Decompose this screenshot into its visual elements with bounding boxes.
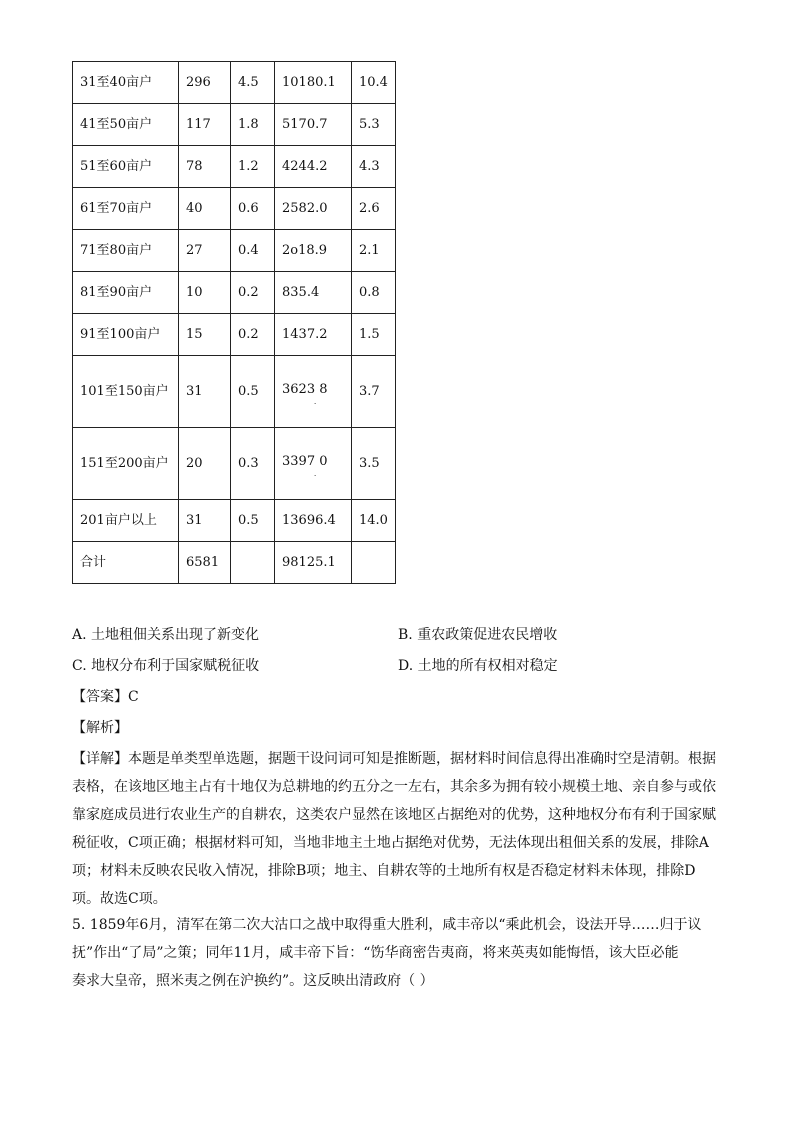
- table-cell: 5.3: [352, 104, 396, 146]
- cell-value: 3397 0: [282, 453, 328, 469]
- table-cell: 0.5: [231, 500, 275, 542]
- detail-line: 项。故选C项。: [72, 891, 167, 907]
- table-cell: 71至80亩户: [73, 230, 179, 272]
- option-c[interactable]: C. 地权分布利于国家赋税征收: [72, 658, 260, 674]
- detail-line: 项；材料未反映农民收入情况，排除B项；地主、自耕农等的土地所有权是否稳定材料未体现，排除D: [72, 863, 696, 879]
- table-cell: 41至50亩户: [73, 104, 179, 146]
- table-cell: 10.4: [352, 62, 396, 104]
- table-cell: 101至150亩户: [73, 356, 179, 428]
- detail-paragraph: [72, 745, 722, 913]
- table-row: [73, 62, 396, 104]
- table-row: [73, 356, 396, 428]
- table-cell: 40: [179, 188, 231, 230]
- table-cell: 0.3: [231, 428, 275, 500]
- table-cell: 4244.2: [275, 146, 352, 188]
- table-cell: 20: [179, 428, 231, 500]
- question-line: 5. 1859年6月，清军在第二次大沽口之战中取得重大胜利，咸丰帝以“乘此机会，设法开导……归于议: [72, 917, 702, 933]
- table-cell: 117: [179, 104, 231, 146]
- table-cell: [352, 542, 396, 584]
- table-row: [73, 500, 396, 542]
- table-cell: 27: [179, 230, 231, 272]
- table-cell: 835.4: [275, 272, 352, 314]
- table-cell: 0.8: [352, 272, 396, 314]
- stray-mark: ·: [314, 399, 317, 408]
- question-line: 奏求大皇帝，照米夷之例在沪换约”。这反映出清政府（ ）: [72, 973, 434, 989]
- table-cell: 15: [179, 314, 231, 356]
- table-cell: 296: [179, 62, 231, 104]
- table-cell: 4.3: [352, 146, 396, 188]
- table-cell: 31: [179, 356, 231, 428]
- table-cell: 2o18.9: [275, 230, 352, 272]
- table-cell: 61至70亩户: [73, 188, 179, 230]
- table-cell: 合计: [73, 542, 179, 584]
- analysis-heading: 【解析】: [72, 720, 128, 736]
- table-cell: 201亩户以上: [73, 500, 179, 542]
- table-cell: 98125.1: [275, 542, 352, 584]
- option-d[interactable]: D. 土地的所有权相对稳定: [398, 658, 558, 674]
- table-cell: 13696.4: [275, 500, 352, 542]
- table-row: [73, 188, 396, 230]
- table-cell: 3.5: [352, 428, 396, 500]
- table-cell: 6581: [179, 542, 231, 584]
- table-cell: [231, 542, 275, 584]
- detail-line: 【详解】本题是单类型单选题，据题干设问词可知是推断题，据材料时间信息得出准确时空是清朝。根据: [72, 751, 716, 767]
- answer-line: 【答案】C: [72, 689, 139, 705]
- table-cell: 2.6: [352, 188, 396, 230]
- table-cell: 2.1: [352, 230, 396, 272]
- table-cell: 1.5: [352, 314, 396, 356]
- table-cell: 0.2: [231, 272, 275, 314]
- detail-line: 靠家庭成员进行农业生产的自耕农，这类农户显然在该地区占据绝对的优势，这种地权分布有利于国家赋: [72, 807, 716, 823]
- table-row: [73, 272, 396, 314]
- table-cell: 1437.2: [275, 314, 352, 356]
- table-cell: 14.0: [352, 500, 396, 542]
- option-b[interactable]: B. 重农政策促进农民增收: [398, 627, 558, 643]
- table-cell: [275, 356, 352, 428]
- table-cell: 10180.1: [275, 62, 352, 104]
- option-a[interactable]: A. 土地租佃关系出现了新变化: [72, 627, 260, 643]
- table-row: [73, 104, 396, 146]
- table-row: [73, 230, 396, 272]
- cell-value: 3623 8: [282, 381, 328, 397]
- table-cell: 2582.0: [275, 188, 352, 230]
- table-cell: 1.8: [231, 104, 275, 146]
- table-cell: 0.4: [231, 230, 275, 272]
- stray-mark: ·: [314, 471, 317, 480]
- table-cell: 78: [179, 146, 231, 188]
- table-cell: 91至100亩户: [73, 314, 179, 356]
- table-row: [73, 314, 396, 356]
- table-cell: 31至40亩户: [73, 62, 179, 104]
- table-cell: 10: [179, 272, 231, 314]
- table-cell: 151至200亩户: [73, 428, 179, 500]
- table-row: [73, 146, 396, 188]
- table-cell: 3.7: [352, 356, 396, 428]
- table-cell: 81至90亩户: [73, 272, 179, 314]
- detail-line: 税征收，C项正确；根据材料可知，当地非地主土地占据绝对优势，无法体现出租佃关系的发展，排除A: [72, 835, 709, 851]
- table-cell: 0.5: [231, 356, 275, 428]
- question-5: [72, 911, 722, 995]
- table-row: [73, 428, 396, 500]
- table-cell: 51至60亩户: [73, 146, 179, 188]
- detail-line: 表格，在该地区地主占有十地仅为总耕地的约五分之一左右，其余多为拥有较小规模土地、亲自参与或依: [72, 779, 716, 795]
- table-row-total: [73, 542, 396, 584]
- table-cell: [275, 428, 352, 500]
- table-cell: 31: [179, 500, 231, 542]
- question-line: 抚”作出“了局”之策；同年11月，咸丰帝下旨：“饬华商密告夷商，将来英夷如能悔悟，该大臣必能: [72, 945, 679, 961]
- table-cell: 4.5: [231, 62, 275, 104]
- table-cell: 1.2: [231, 146, 275, 188]
- table-cell: 0.2: [231, 314, 275, 356]
- land-distribution-table: [72, 61, 396, 584]
- table-cell: 5170.7: [275, 104, 352, 146]
- table-cell: 0.6: [231, 188, 275, 230]
